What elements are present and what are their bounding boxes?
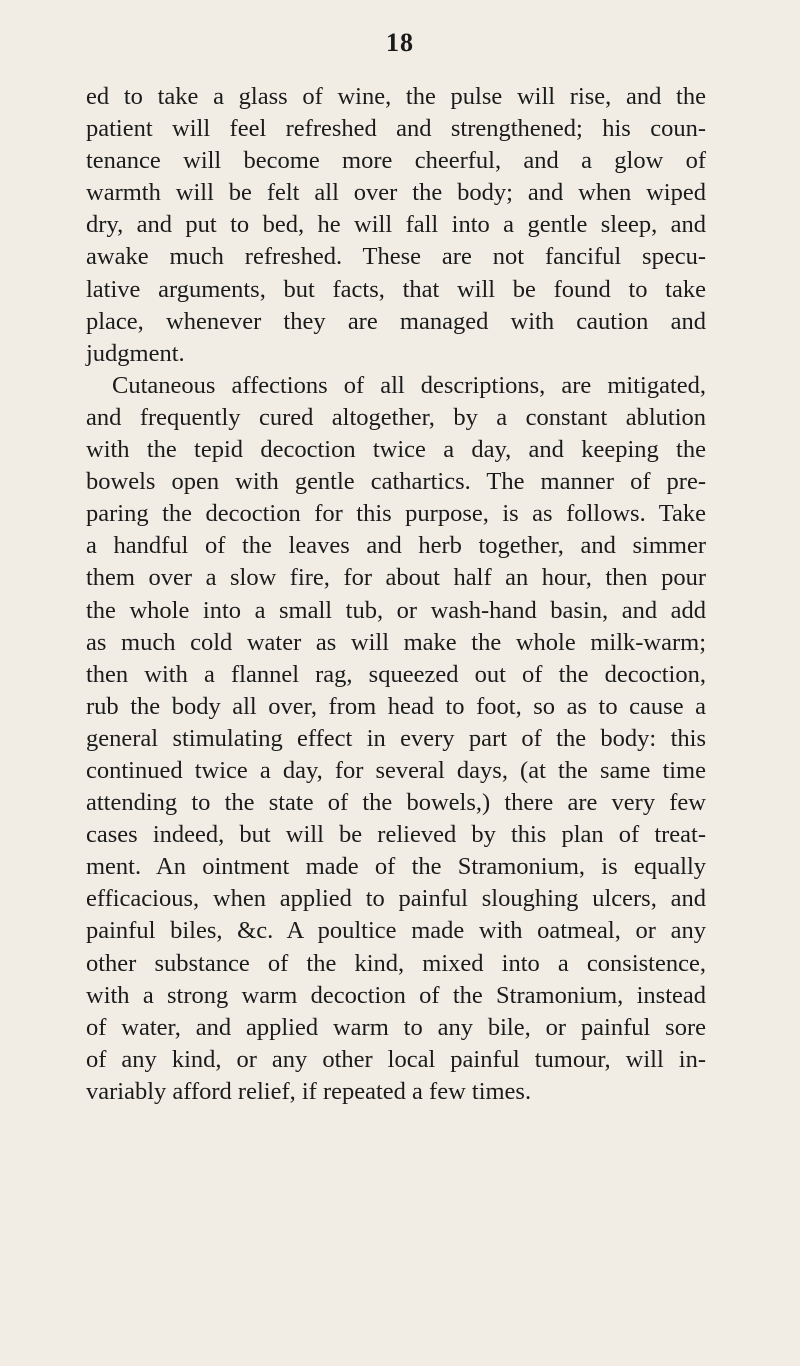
text-line: with a strong warm decoction of the Stramonium, instead xyxy=(86,981,706,1009)
paragraph-start-line: Cutaneous affections of all descriptions, are mitigated, xyxy=(112,371,706,399)
text-line: efficacious, when applied to painful sloughing ulcers, and xyxy=(86,885,706,913)
text-line: rub the body all over, from head to foot, so as to cause a xyxy=(86,692,706,720)
text-line: warmth will be felt all over the body; and when wiped xyxy=(86,179,706,207)
body-text xyxy=(86,81,706,1108)
text-line: painful biles, &c. A poultice made with oatmeal, or any xyxy=(86,917,706,945)
text-line: tenance will become more cheerful, and a glow of xyxy=(86,147,706,175)
text-line: bowels open with gentle cathartics. The manner of pre- xyxy=(86,468,706,496)
text-line: lative arguments, but facts, that will be found to take xyxy=(86,275,706,303)
text-line: cases indeed, but will be relieved by this plan of treat- xyxy=(86,821,706,849)
text-line: patient will feel refreshed and strengthened; his coun- xyxy=(86,115,706,143)
text-line: and frequently cured altogether, by a constant ablution xyxy=(86,403,706,431)
text-line: of water, and applied warm to any bile, or painful sore xyxy=(86,1013,706,1041)
text-line: paring the decoction for this purpose, is as follows. Take xyxy=(86,500,706,528)
text-line: awake much refreshed. These are not fanciful specu- xyxy=(86,243,706,271)
text-line: of any kind, or any other local painful tumour, will in- xyxy=(86,1045,706,1073)
text-line: variably afford relief, if repeated a few times. xyxy=(86,1077,532,1105)
text-line: attending to the state of the bowels,) there are very few xyxy=(86,789,706,817)
text-line: other substance of the kind, mixed into a consistence, xyxy=(86,949,706,977)
text-line: ed to take a glass of wine, the pulse will rise, and the xyxy=(86,83,706,110)
text-line: then with a flannel rag, squeezed out of the decoction, xyxy=(86,660,706,688)
text-line: place, whenever they are managed with caution and xyxy=(86,307,706,335)
page-number: 18 xyxy=(386,28,414,57)
text-line: the whole into a small tub, or wash-hand basin, and add xyxy=(86,596,706,624)
text-line: general stimulating effect in every part of the body: this xyxy=(86,724,706,752)
text-line: judgment. xyxy=(86,339,185,367)
text-line: with the tepid decoction twice a day, and keeping the xyxy=(86,436,706,464)
text-line: a handful of the leaves and herb together, and simmer xyxy=(86,532,706,560)
text-line: ment. An ointment made of the Stramonium, is equally xyxy=(86,853,706,881)
text-line: dry, and put to bed, he will fall into a gentle sleep, and xyxy=(86,211,706,239)
text-line: them over a slow fire, for about half an hour, then pour xyxy=(86,564,706,592)
text-line: as much cold water as will make the whole milk-warm; xyxy=(86,628,706,656)
text-line: continued twice a day, for several days, (at the same time xyxy=(86,756,706,784)
